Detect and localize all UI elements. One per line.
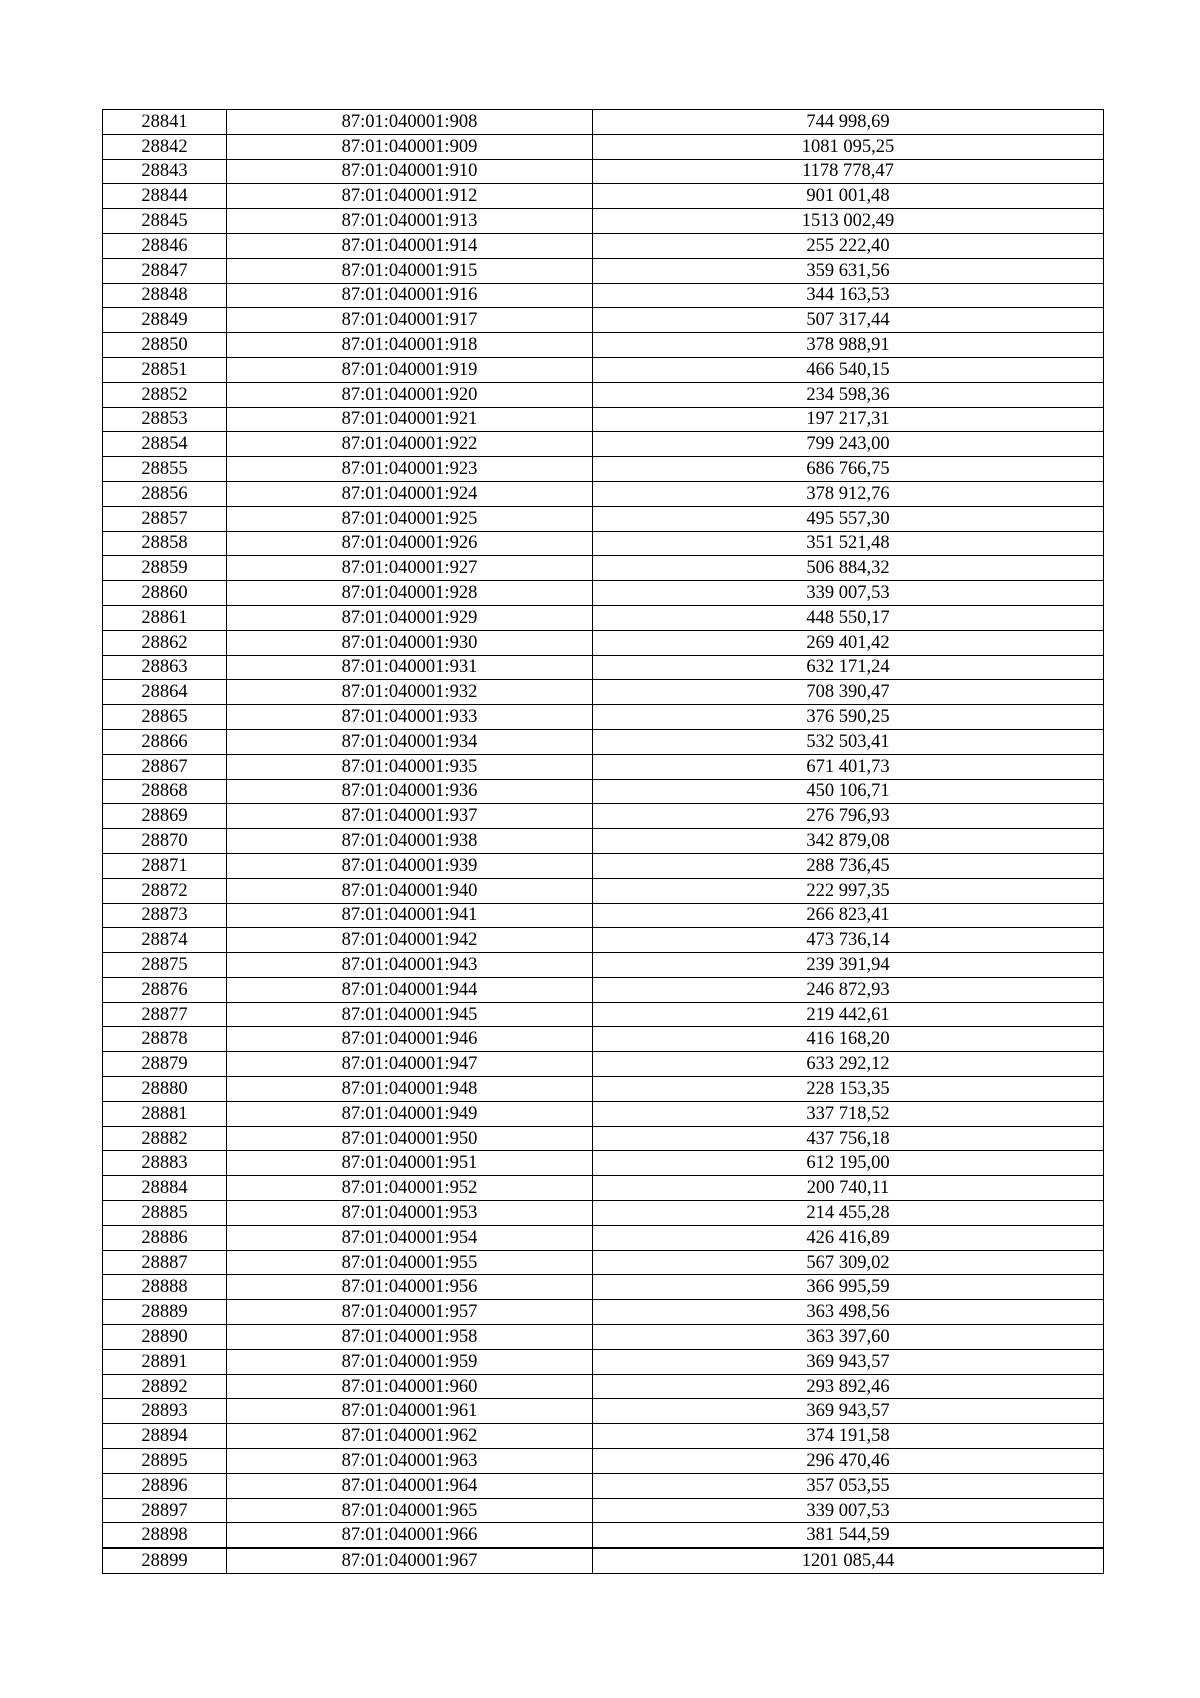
cadastral-number-cell: 87:01:040001:908 [227, 110, 593, 135]
row-number-cell: 28868 [103, 779, 227, 804]
table-row [103, 754, 1104, 779]
table-row [103, 159, 1104, 184]
cadastral-number-cell: 87:01:040001:964 [227, 1473, 593, 1498]
cadastral-number-cell: 87:01:040001:909 [227, 134, 593, 159]
cadastral-number-cell: 87:01:040001:934 [227, 729, 593, 754]
cadastral-number-cell: 87:01:040001:954 [227, 1225, 593, 1250]
cadastral-number-cell: 87:01:040001:956 [227, 1275, 593, 1300]
row-number-cell: 28850 [103, 333, 227, 358]
row-number-cell: 28886 [103, 1225, 227, 1250]
cadastral-number-cell: 87:01:040001:929 [227, 605, 593, 630]
cadastral-number-cell: 87:01:040001:948 [227, 1077, 593, 1102]
table-row [103, 233, 1104, 258]
row-number-cell: 28855 [103, 457, 227, 482]
row-number-cell: 28892 [103, 1374, 227, 1399]
table-row [103, 1250, 1104, 1275]
cadastral-number-cell: 87:01:040001:920 [227, 382, 593, 407]
cadastral-number-cell: 87:01:040001:940 [227, 878, 593, 903]
cadastral-value-cell: 351 521,48 [593, 531, 1104, 556]
table-row [103, 1300, 1104, 1325]
cadastral-value-cell: 1513 002,49 [593, 209, 1104, 234]
row-number-cell: 28852 [103, 382, 227, 407]
cadastral-number-cell: 87:01:040001:927 [227, 556, 593, 581]
cadastral-value-cell: 632 171,24 [593, 655, 1104, 680]
cadastral-number-cell: 87:01:040001:953 [227, 1201, 593, 1226]
cadastral-value-cell: 293 892,46 [593, 1374, 1104, 1399]
cadastral-number-cell: 87:01:040001:922 [227, 432, 593, 457]
row-number-cell: 28876 [103, 977, 227, 1002]
cadastral-number-cell: 87:01:040001:914 [227, 233, 593, 258]
table-row [103, 1548, 1104, 1573]
cadastral-value-cell: 1201 085,44 [593, 1548, 1104, 1573]
row-number-cell: 28873 [103, 903, 227, 928]
row-number-cell: 28898 [103, 1523, 227, 1548]
table-row [103, 1473, 1104, 1498]
cadastral-value-cell: 686 766,75 [593, 457, 1104, 482]
cadastral-number-cell: 87:01:040001:926 [227, 531, 593, 556]
row-number-cell: 28851 [103, 357, 227, 382]
cadastral-value-table [102, 109, 1104, 1574]
cadastral-value-cell: 633 292,12 [593, 1052, 1104, 1077]
table-row [103, 581, 1104, 606]
cadastral-number-cell: 87:01:040001:939 [227, 853, 593, 878]
table-row [103, 1374, 1104, 1399]
row-number-cell: 28853 [103, 407, 227, 432]
cadastral-number-cell: 87:01:040001:957 [227, 1300, 593, 1325]
table-row [103, 209, 1104, 234]
table-row [103, 110, 1104, 135]
table-row [103, 1275, 1104, 1300]
table-row [103, 1349, 1104, 1374]
cadastral-value-cell: 269 401,42 [593, 630, 1104, 655]
cadastral-value-cell: 376 590,25 [593, 705, 1104, 730]
cadastral-value-cell: 901 001,48 [593, 184, 1104, 209]
table-row [103, 184, 1104, 209]
cadastral-number-cell: 87:01:040001:915 [227, 258, 593, 283]
table-row [103, 829, 1104, 854]
cadastral-value-cell: 506 884,32 [593, 556, 1104, 581]
table-row [103, 283, 1104, 308]
table-row [103, 531, 1104, 556]
cadastral-number-cell: 87:01:040001:944 [227, 977, 593, 1002]
cadastral-number-cell: 87:01:040001:930 [227, 630, 593, 655]
cadastral-value-cell: 369 943,57 [593, 1399, 1104, 1424]
table-row [103, 953, 1104, 978]
cadastral-number-cell: 87:01:040001:960 [227, 1374, 593, 1399]
table-row [103, 432, 1104, 457]
row-number-cell: 28860 [103, 581, 227, 606]
table-row [103, 1449, 1104, 1474]
cadastral-value-cell: 363 498,56 [593, 1300, 1104, 1325]
cadastral-number-cell: 87:01:040001:961 [227, 1399, 593, 1424]
cadastral-value-cell: 342 879,08 [593, 829, 1104, 854]
row-number-cell: 28895 [103, 1449, 227, 1474]
cadastral-number-cell: 87:01:040001:935 [227, 754, 593, 779]
cadastral-value-cell: 366 995,59 [593, 1275, 1104, 1300]
cadastral-value-cell: 200 740,11 [593, 1176, 1104, 1201]
table-row [103, 134, 1104, 159]
cadastral-number-cell: 87:01:040001:967 [227, 1548, 593, 1573]
cadastral-number-cell: 87:01:040001:931 [227, 655, 593, 680]
cadastral-value-cell: 378 912,76 [593, 481, 1104, 506]
cadastral-value-cell: 532 503,41 [593, 729, 1104, 754]
table-row [103, 878, 1104, 903]
table-row [103, 1176, 1104, 1201]
cadastral-value-cell: 234 598,36 [593, 382, 1104, 407]
table-row [103, 1225, 1104, 1250]
cadastral-number-cell: 87:01:040001:921 [227, 407, 593, 432]
cadastral-value-cell: 359 631,56 [593, 258, 1104, 283]
cadastral-number-cell: 87:01:040001:937 [227, 804, 593, 829]
table-row [103, 605, 1104, 630]
cadastral-value-cell: 416 168,20 [593, 1027, 1104, 1052]
cadastral-number-cell: 87:01:040001:928 [227, 581, 593, 606]
cadastral-number-cell: 87:01:040001:945 [227, 1002, 593, 1027]
cadastral-number-cell: 87:01:040001:941 [227, 903, 593, 928]
row-number-cell: 28858 [103, 531, 227, 556]
row-number-cell: 28859 [103, 556, 227, 581]
row-number-cell: 28842 [103, 134, 227, 159]
cadastral-number-cell: 87:01:040001:936 [227, 779, 593, 804]
table-row [103, 1101, 1104, 1126]
table-row [103, 928, 1104, 953]
cadastral-value-cell: 357 053,55 [593, 1473, 1104, 1498]
row-number-cell: 28864 [103, 680, 227, 705]
cadastral-number-cell: 87:01:040001:923 [227, 457, 593, 482]
table-row [103, 556, 1104, 581]
cadastral-value-cell: 671 401,73 [593, 754, 1104, 779]
row-number-cell: 28845 [103, 209, 227, 234]
row-number-cell: 28849 [103, 308, 227, 333]
table-row [103, 853, 1104, 878]
table-row [103, 779, 1104, 804]
row-number-cell: 28861 [103, 605, 227, 630]
table-row [103, 1498, 1104, 1523]
cadastral-value-cell: 369 943,57 [593, 1349, 1104, 1374]
table-row [103, 1052, 1104, 1077]
cadastral-value-cell: 222 997,35 [593, 878, 1104, 903]
cadastral-value-cell: 450 106,71 [593, 779, 1104, 804]
cadastral-number-cell: 87:01:040001:938 [227, 829, 593, 854]
table-row [103, 1002, 1104, 1027]
row-number-cell: 28889 [103, 1300, 227, 1325]
row-number-cell: 28884 [103, 1176, 227, 1201]
row-number-cell: 28896 [103, 1473, 227, 1498]
cadastral-number-cell: 87:01:040001:965 [227, 1498, 593, 1523]
row-number-cell: 28883 [103, 1151, 227, 1176]
table-row [103, 333, 1104, 358]
table-row [103, 382, 1104, 407]
table-row [103, 655, 1104, 680]
table-row [103, 1424, 1104, 1449]
cadastral-value-cell: 381 544,59 [593, 1523, 1104, 1548]
row-number-cell: 28882 [103, 1126, 227, 1151]
row-number-cell: 28843 [103, 159, 227, 184]
cadastral-number-cell: 87:01:040001:932 [227, 680, 593, 705]
table-row [103, 308, 1104, 333]
row-number-cell: 28863 [103, 655, 227, 680]
cadastral-number-cell: 87:01:040001:952 [227, 1176, 593, 1201]
table-row [103, 457, 1104, 482]
cadastral-value-cell: 296 470,46 [593, 1449, 1104, 1474]
cadastral-value-cell: 448 550,17 [593, 605, 1104, 630]
cadastral-number-cell: 87:01:040001:933 [227, 705, 593, 730]
cadastral-value-cell: 466 540,15 [593, 357, 1104, 382]
cadastral-number-cell: 87:01:040001:966 [227, 1523, 593, 1548]
cadastral-number-cell: 87:01:040001:958 [227, 1325, 593, 1350]
row-number-cell: 28875 [103, 953, 227, 978]
table-row [103, 481, 1104, 506]
table-row [103, 1523, 1104, 1548]
cadastral-value-cell: 612 195,00 [593, 1151, 1104, 1176]
cadastral-number-cell: 87:01:040001:955 [227, 1250, 593, 1275]
cadastral-value-cell: 228 153,35 [593, 1077, 1104, 1102]
table-row [103, 705, 1104, 730]
row-number-cell: 28846 [103, 233, 227, 258]
cadastral-value-cell: 507 317,44 [593, 308, 1104, 333]
table-row [103, 977, 1104, 1002]
row-number-cell: 28857 [103, 506, 227, 531]
cadastral-value-cell: 1178 778,47 [593, 159, 1104, 184]
cadastral-value-cell: 246 872,93 [593, 977, 1104, 1002]
cadastral-value-cell: 219 442,61 [593, 1002, 1104, 1027]
cadastral-value-cell: 708 390,47 [593, 680, 1104, 705]
cadastral-value-cell: 197 217,31 [593, 407, 1104, 432]
cadastral-number-cell: 87:01:040001:925 [227, 506, 593, 531]
table-row [103, 804, 1104, 829]
row-number-cell: 28869 [103, 804, 227, 829]
table-row [103, 1126, 1104, 1151]
table-row [103, 1325, 1104, 1350]
row-number-cell: 28865 [103, 705, 227, 730]
table-row [103, 1027, 1104, 1052]
table-row [103, 680, 1104, 705]
cadastral-value-cell: 378 988,91 [593, 333, 1104, 358]
row-number-cell: 28866 [103, 729, 227, 754]
row-number-cell: 28862 [103, 630, 227, 655]
cadastral-number-cell: 87:01:040001:919 [227, 357, 593, 382]
cadastral-number-cell: 87:01:040001:910 [227, 159, 593, 184]
row-number-cell: 28879 [103, 1052, 227, 1077]
cadastral-value-cell: 337 718,52 [593, 1101, 1104, 1126]
row-number-cell: 28844 [103, 184, 227, 209]
cadastral-value-cell: 214 455,28 [593, 1201, 1104, 1226]
cadastral-value-cell: 339 007,53 [593, 1498, 1104, 1523]
cadastral-value-cell: 266 823,41 [593, 903, 1104, 928]
cadastral-number-cell: 87:01:040001:943 [227, 953, 593, 978]
cadastral-value-cell: 374 191,58 [593, 1424, 1104, 1449]
cadastral-value-cell: 239 391,94 [593, 953, 1104, 978]
table-row [103, 630, 1104, 655]
cadastral-number-cell: 87:01:040001:918 [227, 333, 593, 358]
cadastral-number-cell: 87:01:040001:946 [227, 1027, 593, 1052]
table-row [103, 903, 1104, 928]
cadastral-value-cell: 495 557,30 [593, 506, 1104, 531]
cadastral-value-cell: 744 998,69 [593, 110, 1104, 135]
cadastral-number-cell: 87:01:040001:947 [227, 1052, 593, 1077]
cadastral-value-cell: 276 796,93 [593, 804, 1104, 829]
row-number-cell: 28885 [103, 1201, 227, 1226]
cadastral-number-cell: 87:01:040001:950 [227, 1126, 593, 1151]
cadastral-number-cell: 87:01:040001:912 [227, 184, 593, 209]
row-number-cell: 28888 [103, 1275, 227, 1300]
table-row [103, 407, 1104, 432]
row-number-cell: 28870 [103, 829, 227, 854]
cadastral-number-cell: 87:01:040001:959 [227, 1349, 593, 1374]
table-row [103, 1151, 1104, 1176]
row-number-cell: 28877 [103, 1002, 227, 1027]
row-number-cell: 28848 [103, 283, 227, 308]
table-row [103, 1399, 1104, 1424]
cadastral-number-cell: 87:01:040001:942 [227, 928, 593, 953]
row-number-cell: 28891 [103, 1349, 227, 1374]
row-number-cell: 28899 [103, 1548, 227, 1573]
row-number-cell: 28871 [103, 853, 227, 878]
cadastral-number-cell: 87:01:040001:949 [227, 1101, 593, 1126]
table-row [103, 1077, 1104, 1102]
row-number-cell: 28887 [103, 1250, 227, 1275]
row-number-cell: 28872 [103, 878, 227, 903]
row-number-cell: 28897 [103, 1498, 227, 1523]
cadastral-number-cell: 87:01:040001:913 [227, 209, 593, 234]
cadastral-value-cell: 255 222,40 [593, 233, 1104, 258]
table-row [103, 357, 1104, 382]
table-row [103, 506, 1104, 531]
table-row [103, 729, 1104, 754]
row-number-cell: 28854 [103, 432, 227, 457]
row-number-cell: 28841 [103, 110, 227, 135]
row-number-cell: 28847 [103, 258, 227, 283]
cadastral-value-cell: 426 416,89 [593, 1225, 1104, 1250]
cadastral-value-cell: 288 736,45 [593, 853, 1104, 878]
cadastral-number-cell: 87:01:040001:963 [227, 1449, 593, 1474]
cadastral-value-cell: 363 397,60 [593, 1325, 1104, 1350]
row-number-cell: 28890 [103, 1325, 227, 1350]
cadastral-value-cell: 799 243,00 [593, 432, 1104, 457]
row-number-cell: 28881 [103, 1101, 227, 1126]
row-number-cell: 28874 [103, 928, 227, 953]
table-row [103, 1201, 1104, 1226]
row-number-cell: 28880 [103, 1077, 227, 1102]
row-number-cell: 28856 [103, 481, 227, 506]
cadastral-value-cell: 339 007,53 [593, 581, 1104, 606]
cadastral-value-cell: 344 163,53 [593, 283, 1104, 308]
cadastral-number-cell: 87:01:040001:916 [227, 283, 593, 308]
row-number-cell: 28878 [103, 1027, 227, 1052]
cadastral-value-cell: 473 736,14 [593, 928, 1104, 953]
cadastral-number-cell: 87:01:040001:924 [227, 481, 593, 506]
cadastral-value-cell: 567 309,02 [593, 1250, 1104, 1275]
cadastral-number-cell: 87:01:040001:951 [227, 1151, 593, 1176]
table-body [103, 110, 1104, 1574]
row-number-cell: 28867 [103, 754, 227, 779]
cadastral-number-cell: 87:01:040001:917 [227, 308, 593, 333]
row-number-cell: 28893 [103, 1399, 227, 1424]
cadastral-value-cell: 437 756,18 [593, 1126, 1104, 1151]
table-row [103, 258, 1104, 283]
row-number-cell: 28894 [103, 1424, 227, 1449]
cadastral-value-cell: 1081 095,25 [593, 134, 1104, 159]
cadastral-number-cell: 87:01:040001:962 [227, 1424, 593, 1449]
